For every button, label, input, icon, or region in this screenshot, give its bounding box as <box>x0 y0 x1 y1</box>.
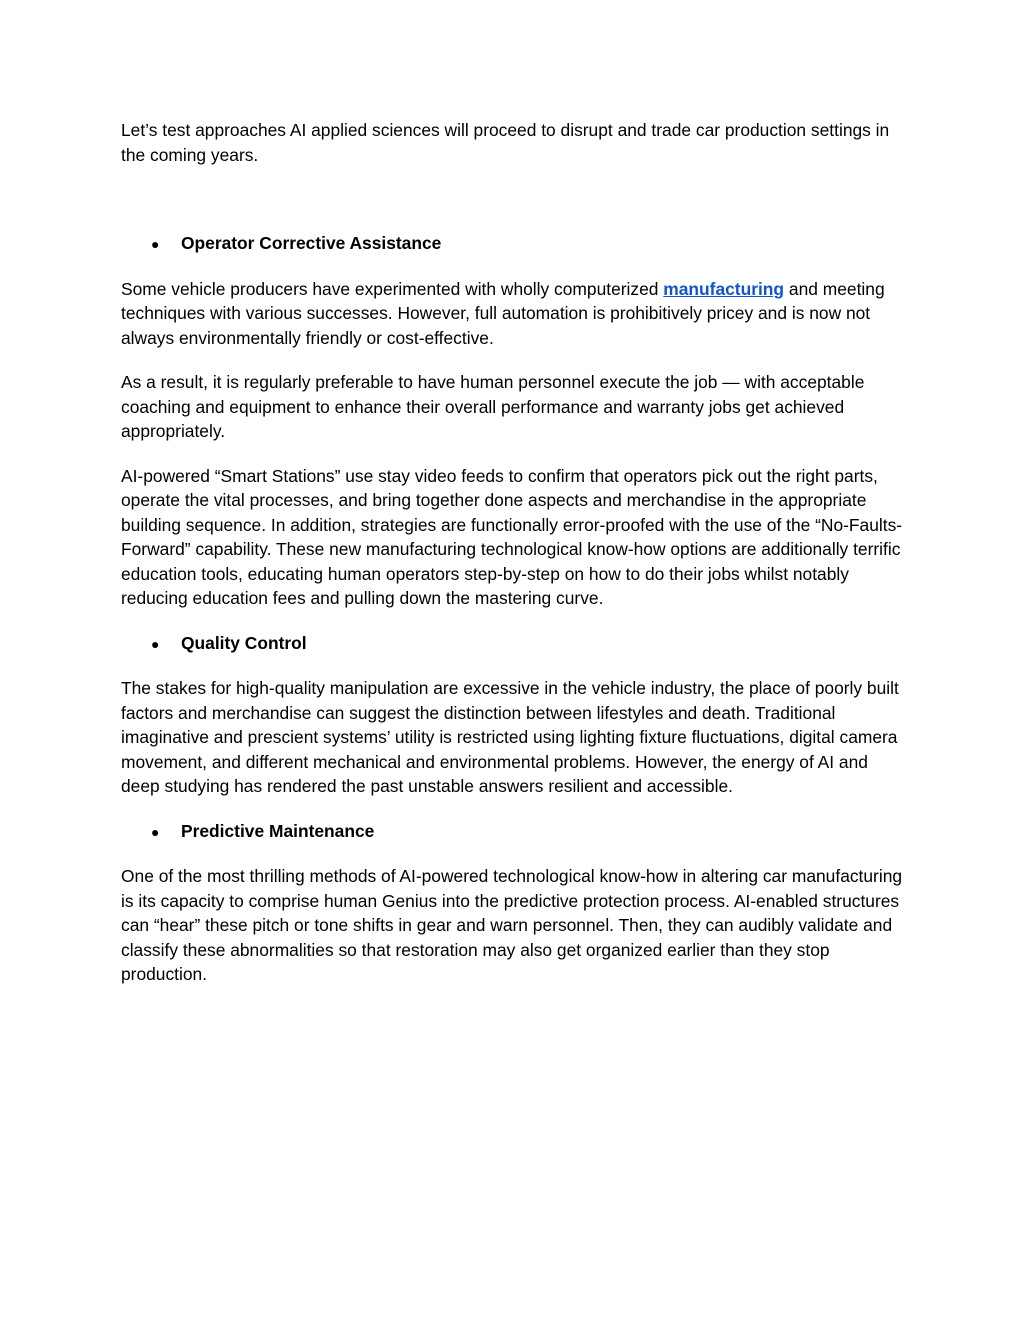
section-heading-quality-control <box>121 631 911 657</box>
section-heading-operator-corrective-assistance <box>121 231 911 257</box>
section-heading-text: Quality Control <box>181 632 307 653</box>
bullet-icon: ● <box>151 823 160 840</box>
paragraph: The stakes for high-quality manipulation are excessive in the vehicle industry, the place of poorly built factors and merchandise can suggest the distinction between lifestyles and death. Traditional imaginative and prescient systems’ utility is restricted using lighting fixture fluctuations, digital camera movement, and different mechanical and environmental problems. However, the energy of AI and deep studying has rendered the past unstable answers resilient and accessible. <box>121 678 899 796</box>
document-body <box>121 118 911 1007</box>
intro-paragraph: Let’s test approaches AI applied sciences will proceed to disrupt and trade car production settings in the coming years. <box>121 120 890 165</box>
paragraph-text: Some vehicle producers have experimented with wholly computerized <box>121 278 664 299</box>
manufacturing-link[interactable]: manufacturing <box>663 278 785 299</box>
paragraph: One of the most thrilling methods of AI-powered technological know-how in altering car manufacturing is its capacity to comprise human Genius into the predictive protection process. AI-enabled structures can “hear” these pitch or tone shifts in gear and warn personnel. Then, they can audibly validate and classify these abnormalities so that restoration may also get organized earlier than they stop production. <box>121 866 903 984</box>
section-heading-text: Operator Corrective Assistance <box>181 233 442 253</box>
section-heading-text: Predictive Maintenance <box>181 820 375 841</box>
bullet-icon: ● <box>151 635 160 652</box>
paragraph <box>121 277 911 351</box>
section-heading-predictive-maintenance <box>121 819 911 845</box>
paragraph: AI-powered “Smart Stations” use stay video feeds to confirm that operators pick out the right parts, operate the vital processes, and bring together done aspects and merchandise in the appropriate building sequence. In addition, strategies are functionally error-proofed with the use of the “No-Faults-Forward” capability. These new manufacturing technological know-how options are additionally terrific education tools, educating human operators step-by-step on how to do their jobs whilst notably reducing education fees and pulling down the mastering curve. <box>121 465 903 608</box>
bullet-icon: ● <box>151 236 160 252</box>
paragraph-text: and meeting techniques with various successes. However, full automation is prohibitively pricey and is now not always environmentally friendly or cost-effective. <box>121 278 885 348</box>
paragraph: As a result, it is regularly preferable to have human personnel execute the job — with acceptable coaching and equipment to enhance their overall performance and warranty jobs get achieved appropriately. <box>121 372 865 441</box>
